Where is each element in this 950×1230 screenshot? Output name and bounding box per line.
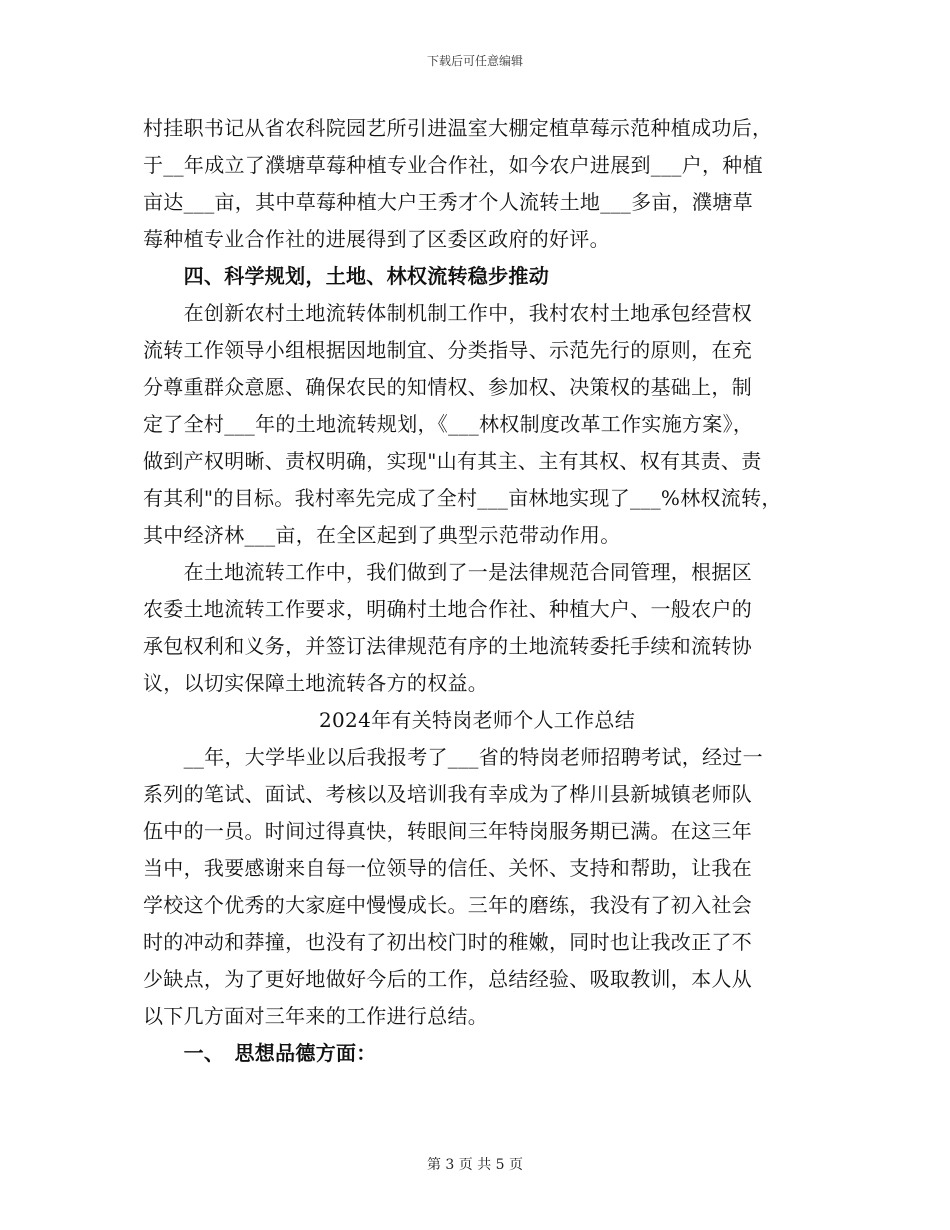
body-line: 承包权利和义务，并签订法律规范有序的土地流转委托手续和流转协	[143, 634, 752, 658]
body-line: 于__年成立了濮塘草莓种植专业合作社，如今农户进展到___户，种植	[143, 153, 763, 177]
body-line: 系列的笔试、面试、考核以及培训我有幸成为了桦川县新城镇老师队	[143, 782, 752, 806]
page-footer: 第 3 页 共 5 页	[426, 1157, 524, 1173]
body-line: 农委土地流转工作要求，明确村土地合作社、种植大户、一般农户的	[143, 597, 752, 621]
page-header: 下载后可任意编辑	[426, 54, 523, 68]
document-title: 2024年有关特岗老师个人工作总结	[319, 708, 635, 732]
body-line: 亩达___亩，其中草莓种植大户王秀才个人流转土地___多亩，濮塘草	[143, 190, 753, 214]
body-line: 村挂职书记从省农科院园艺所引进温室大棚定植草莓示范种植成功后，	[143, 116, 773, 140]
body-line: 流转工作领导小组根据因地制宜、分类指导、示范先行的原则，在充	[143, 338, 752, 362]
body-line: 时的冲动和莽撞，也没有了初出校门时的稚嫩，同时也让我改正了不	[143, 930, 752, 954]
body-line: 做到产权明晰、责权明确，实现"山有其主、主有其权、权有其责、责	[143, 449, 762, 473]
body-line: 分尊重群众意愿、确保农民的知情权、参加权、决策权的基础上，制	[143, 375, 752, 399]
body-line: 伍中的一员。时间过得真快，转眼间三年特岗服务期已满。在这三年	[143, 819, 752, 843]
section-heading: 四、科学规划，土地、林权流转稳步推动	[143, 264, 549, 288]
body-line: 当中，我要感谢来自每一位领导的信任、关怀、支持和帮助，让我在	[143, 856, 752, 880]
body-line: 其中经济林___亩，在全区起到了典型示范带动作用。	[143, 523, 621, 547]
body-line: 莓种植专业合作社的进展得到了区委区政府的好评。	[143, 227, 610, 251]
section-heading: 一、 思想品德方面：	[143, 1041, 377, 1065]
body-line: 学校这个优秀的大家庭中慢慢成长。三年的磨练，我没有了初入社会	[143, 893, 752, 917]
body-line: 以下几方面对三年来的工作进行总结。	[143, 1004, 489, 1028]
body-line: 在土地流转工作中，我们做到了一是法律规范合同管理，根据区	[143, 560, 752, 584]
body-line: 少缺点，为了更好地做好今后的工作，总结经验、吸取教训，本人从	[143, 967, 752, 991]
body-line: 议，以切实保障土地流转各方的权益。	[143, 671, 489, 695]
body-line: 有其利"的目标。我村率先完成了全村___亩林地实现了___%林权流转，	[143, 486, 782, 510]
document-body	[143, 110, 811, 1072]
body-line: 在创新农村土地流转体制机制工作中，我村农村土地承包经营权	[143, 301, 752, 325]
body-line: 定了全村___年的土地流转规划，《___林权制度改革工作实施方案》，	[143, 412, 754, 436]
body-line: __年，大学毕业以后我报考了___省的特岗老师招聘考试，经过一	[143, 745, 763, 769]
